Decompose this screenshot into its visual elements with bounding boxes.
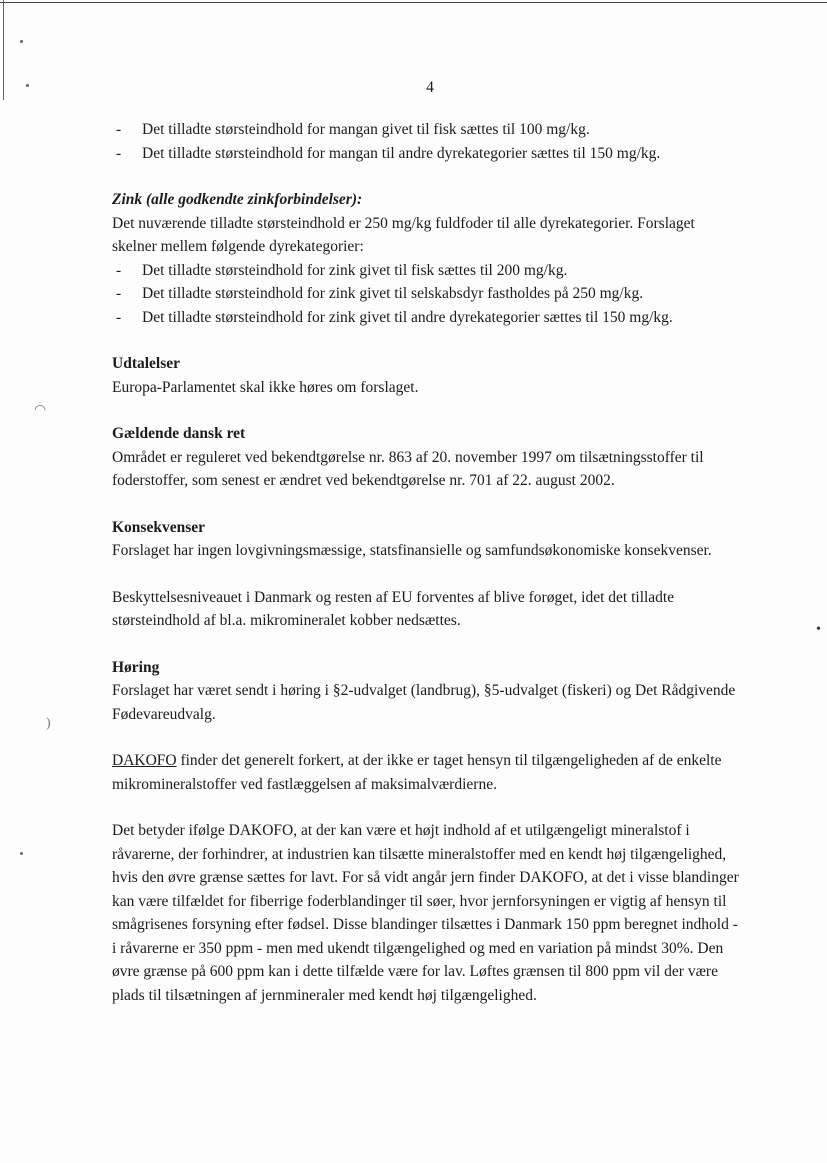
paragraph: Området er reguleret ved bekendtgørelse nr. 863 af 20. november 1997 om tilsætningsstoffer til foderstoffer, som senest er ændret ved bekendtgørelse nr. 701 af 22. august 2002. xyxy=(112,448,704,489)
paragraph xyxy=(112,749,742,796)
scan-speck xyxy=(26,84,29,87)
section-heading-gaeldende: Gældende dansk ret xyxy=(112,425,246,442)
section-horing xyxy=(112,656,742,727)
org-name-dakofo: DAKOFO xyxy=(112,752,177,769)
list-item: - Det tilladte størsteindhold for zink givet til andre dyrekategorier sættes til 150 mg/kg. xyxy=(112,306,742,330)
list-item: - Det tilladte størsteindhold for mangan til andre dyrekategorier sættes til 150 mg/kg. xyxy=(112,142,742,166)
list-item: - Det tilladte størsteindhold for zink givet til selskabsdyr fastholdes på 250 mg/kg. xyxy=(112,282,742,306)
section-dakofo-detail xyxy=(112,819,742,1007)
paragraph: Det betyder ifølge DAKOFO, at der kan være et højt indhold af et utilgængeligt mineralstof i råvarerne, der forhindrer, at industrien kan tilsætte mineralstoffer med en kendt høj tilgængelighed, hvis den øvre grænse sættes for lavt. For så vidt angår jern finder DAKOFO, at det i visse blandinger kan være tilfældet for fiberrige foderblandinger til søer, hvor jernforsyningen er vigtig af hensyn til smågrisenes forsyning efter fødsel. Disse blandinger tilsættes i Danmark 150 ppm beregnet indhold - i råvarerne er 350 ppm - men med ukendt tilgængelighed og med en variation på mindst 30%. Den øvre grænse på 600 ppm kan i dette tilfælde være for lav. Løftes grænsen til 800 ppm vil der være plads til tilsætningen af jernmineraler med kendt høj tilgængelighed. xyxy=(112,822,739,1004)
edge-mark: • xyxy=(816,622,821,637)
paragraph: Det nuværende tilladte størsteindhold er 250 mg/kg fuldfoder til alle dyrekategorier. Forslaget skelner mellem følgende dyrekategorier: xyxy=(112,214,695,255)
zink-bullet-list xyxy=(112,259,742,330)
section-heading-konsekvenser: Konsekvenser xyxy=(112,518,205,536)
scan-speck xyxy=(20,852,23,855)
section-konsekvenser xyxy=(112,516,742,563)
page-number: 4 xyxy=(426,79,434,96)
section-heading-horing: Høring xyxy=(112,658,160,676)
section-zink xyxy=(112,188,742,329)
mangan-bullet-list xyxy=(112,118,742,165)
paragraph: Forslaget har ingen lovgivningsmæssige, statsfinansielle og samfundsøkonomiske konsekvenser. xyxy=(112,542,712,559)
punch-hole-mark: ) xyxy=(46,716,51,731)
paragraph: Europa-Parlamentet skal ikke høres om forslaget. xyxy=(112,378,419,396)
section-udtalelser xyxy=(112,352,742,399)
scan-left-rule xyxy=(3,0,4,100)
scan-speck xyxy=(20,40,23,43)
paragraph: Forslaget har været sendt i høring i §2-udvalget (landbrug), §5-udvalget (fiskeri) og Det Rådgivende Fødevareudvalg. xyxy=(112,682,736,723)
section-beskyttelse xyxy=(112,586,742,633)
paragraph: Beskyttelsesniveauet i Danmark og resten af EU forventes af blive forøget, idet det tilladte størsteindhold af bl.a. mikromineralet kobber nedsættes. xyxy=(112,588,675,629)
document-body xyxy=(112,118,742,1007)
section-dakofo xyxy=(112,749,742,796)
section-heading-zink: Zink (alle godkendte zinkforbindelser): xyxy=(112,191,363,208)
list-item: - Det tilladte størsteindhold for mangan givet til fisk sættes til 100 mg/kg. xyxy=(112,118,742,142)
section-gaeldende-dansk-ret xyxy=(112,422,742,493)
punch-hole-mark: ◠ xyxy=(34,403,47,418)
section-heading-udtalelser: Udtalelser xyxy=(112,355,181,372)
scan-top-rule xyxy=(0,2,827,3)
paragraph-text: finder det generelt forkert, at der ikke er taget hensyn til tilgængeligheden af de enkelte mikromineralstoffer ved fastlæggelsen af maksimalværdierne. xyxy=(112,752,722,793)
list-item: - Det tilladte størsteindhold for zink givet til fisk sættes til 200 mg/kg. xyxy=(112,259,742,283)
